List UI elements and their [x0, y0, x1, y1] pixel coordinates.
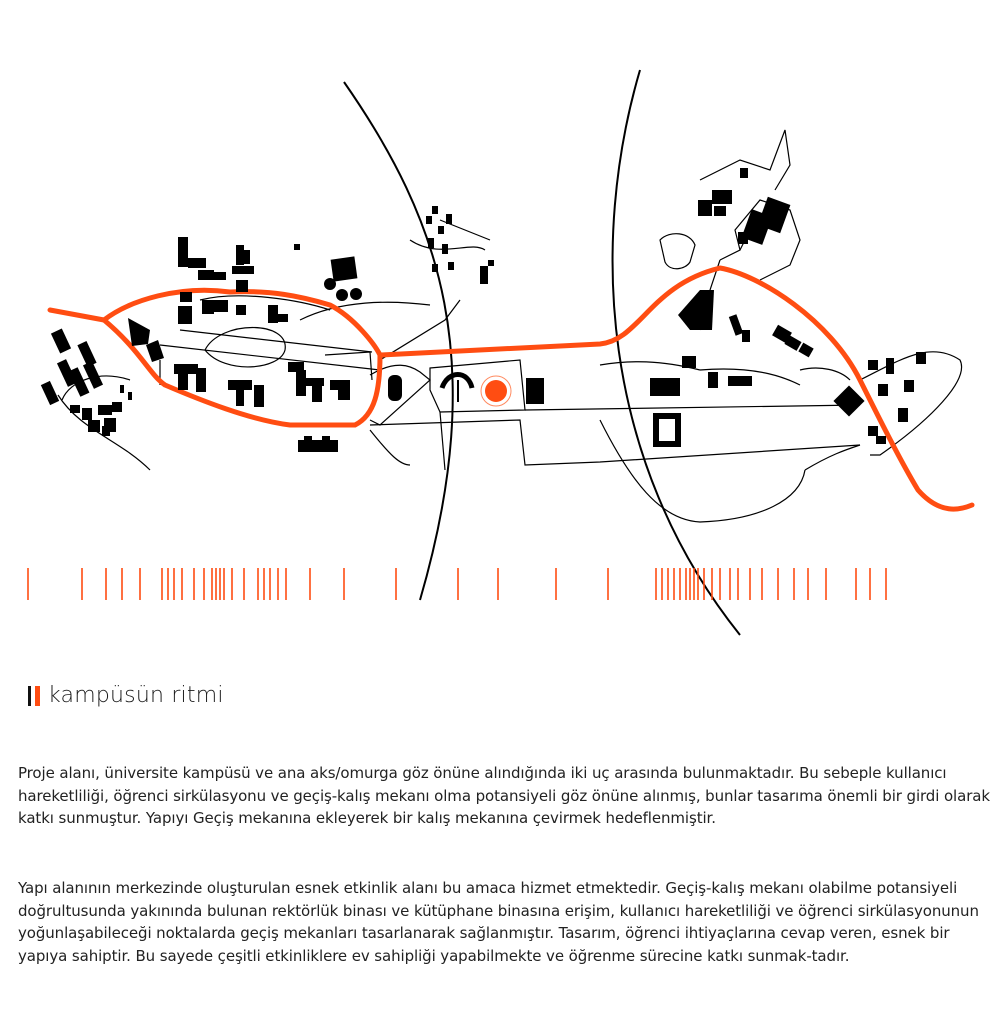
description-paragraph-1: Proje alanı, üniversite kampüsü ve ana aks/omurga göz önüne alındığında iki uç arasında bulunmaktadır. Bu sebeple kullanıcı hareketliliği, öğrenci sirkülasyonu ve geçiş-kalış mekanı olma potansiyeli göz önüne alınmış, bunlar tasarıma önemli bir girdi olarak katkı sunmuştur. Yapıyı Geçiş mekanına ekleyerek bir kalış mekanına çevirmek hedeflenmiştir.	[18, 764, 990, 827]
rhythm-barcode	[28, 568, 886, 600]
left-arc	[344, 82, 453, 600]
building-footprints	[41, 168, 926, 452]
section-title: kampüsün ritmi	[48, 683, 224, 708]
heading-marker-icon	[28, 686, 40, 706]
right-arc	[613, 70, 740, 635]
section-heading	[28, 683, 224, 708]
road-network	[58, 130, 962, 522]
project-site-marker	[481, 376, 511, 406]
description-paragraph-2: Yapı alanının merkezinde oluşturulan esnek etkinlik alanı bu amaca hizmet etmektedir. Geçiş-kalış mekanı olabilme potansiyeli doğrultusunda yakınında bulunan rektörlük binası ve kütüphane binasına erişim, kullanıcı hareketliliği ve öğrenci sirkülasyonunun yoğunlaşabileceği noktalarda geçiş mekanları tasarlanarak sağlanmıştır. Tasarım, öğrenci ihtiyaçlarına cevap veren, esnek bir yapıya sahiptir. Bu sayede çeşitli etkinliklere ev sahipliği yapabilmekte ve öğrenme sürecine katkı sunmak-tadır.	[18, 879, 979, 965]
